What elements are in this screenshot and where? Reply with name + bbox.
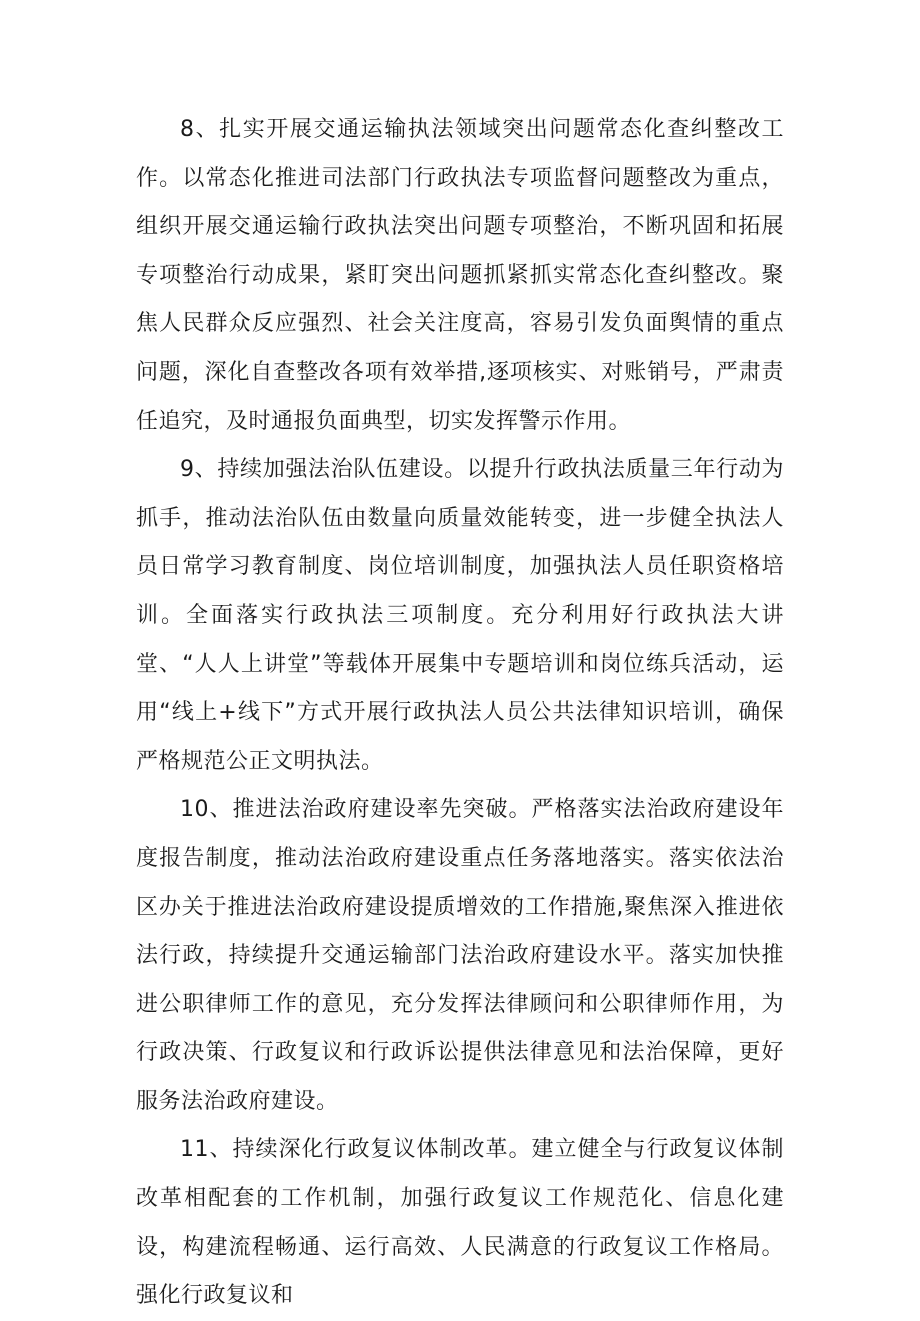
paragraph-8: 8、扎实开展交通运输执法领域突出问题常态化查纠整改工作。以常态化推进司法部门行政执法专项监督问题整改为重点，组织开展交通运输行政执法突出问题专项整治，不断巩固和拓展专项整治行动成果，紧盯突出问题抓紧抓实常态化查纠整改。聚焦人民群众反应强烈、社会关注度高，容易引发负面舆情的重点问题，深化自查整改各项有效举措,逐项核实、对账销号，严肃责任追究，及时通报负面典型，切实发挥警示作用。	[136, 117, 784, 434]
paragraph-11: 11、持续深化行政复议体制改革。建立健全与行政复议体制改革相配套的工作机制，加强行政复议工作规范化、信息化建设，构建流程畅通、运行高效、人民满意的行政复议工作格局。强化行政复议和	[136, 1137, 784, 1309]
paragraph-10: 10、推进法治政府建设率先突破。严格落实法治政府建设年度报告制度，推动法治政府建设重点任务落地落实。落实依法治区办关于推进法治政府建设提质增效的工作措施,聚焦深入推进依法行政，持续提升交通运输部门法治政府建设水平。落实加快推进公职律师工作的意见，充分发挥法律顾问和公职律师作用，为行政决策、行政复议和行政诉讼提供法律意见和法治保障，更好服务法治政府建设。	[136, 797, 784, 1114]
paragraph-9: 9、持续加强法治队伍建设。以提升行政执法质量三年行动为抓手，推动法治队伍由数量向质量效能转变，进一步健全执法人员日常学习教育制度、岗位培训制度，加强执法人员任职资格培训。全面落实行政执法三项制度。充分利用好行政执法大讲堂、“人人上讲堂”等载体开展集中专题培训和岗位练兵活动，运用“线上+线下”方式开展行政执法人员公共法律知识培训，确保严格规范公正文明执法。	[136, 457, 784, 774]
document-body	[136, 106, 784, 1321]
